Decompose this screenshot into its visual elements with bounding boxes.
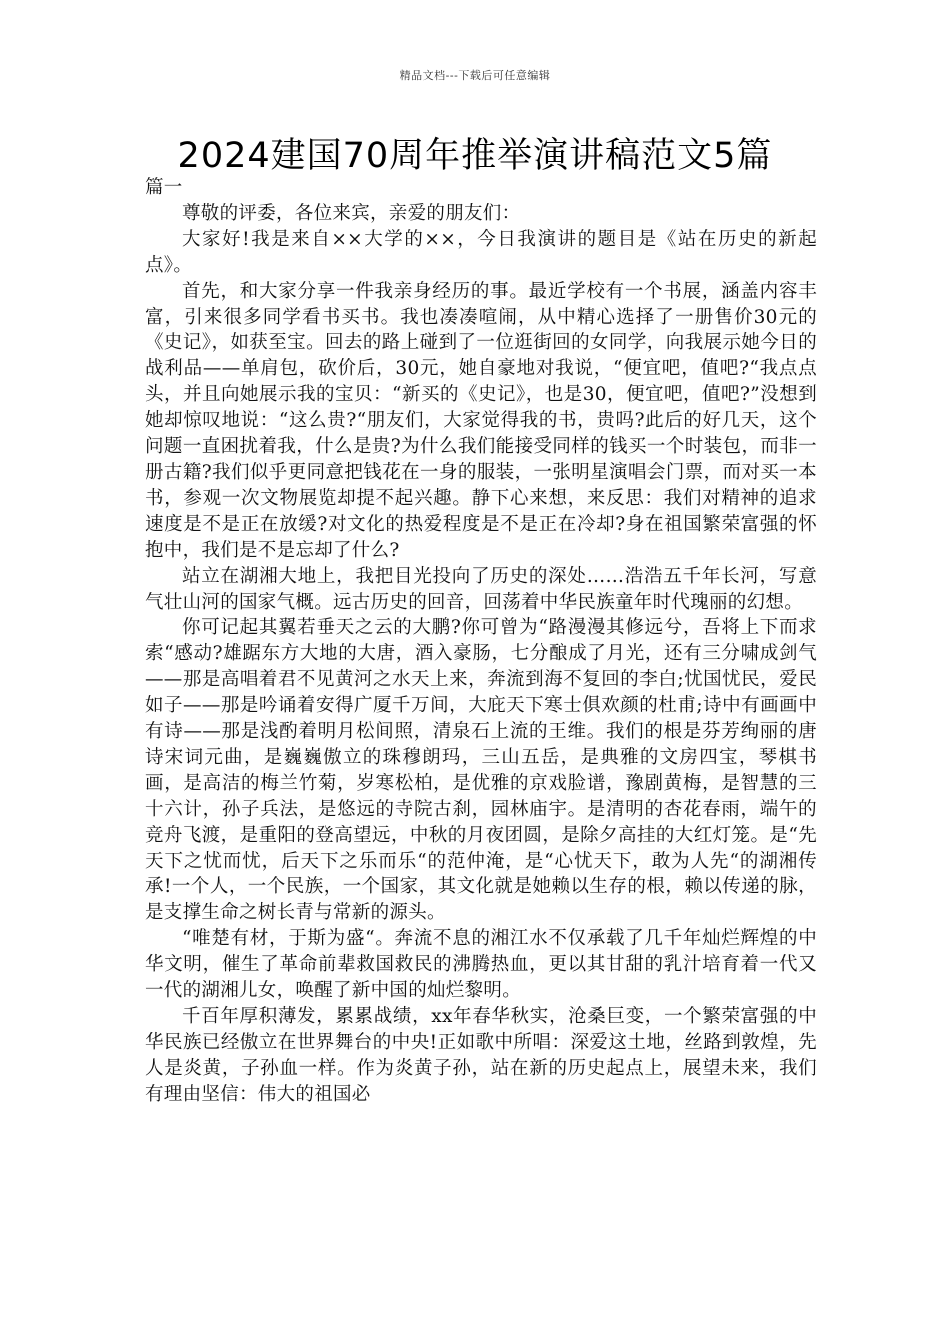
document-body	[145, 175, 817, 1108]
section-label: 篇一	[145, 177, 183, 198]
paragraph-history: 站立在湖湘大地上，我把目光投向了历史的深处……浩浩五千年长河，写意气壮山河的国家气概。远古历史的回音，回荡着中华民族童年时代瑰丽的幻想。	[145, 565, 817, 613]
paragraph-intro: 大家好!我是来自××大学的××，今日我演讲的题目是《站在历史的新起点》。	[145, 228, 817, 276]
document-title: 2024建国70周年推举演讲稿范文5篇	[177, 136, 773, 176]
paragraph-hunan: “唯楚有材，于斯为盛“。奔流不息的湘江水不仅承载了几千年灿烂辉煌的中华文明，催生了革命前辈救国救民的沸腾热血，更以其甘甜的乳汁培育着一代又一代的湖湘儿女，唤醒了新中国的灿烂黎明。	[145, 928, 817, 1002]
paragraph-story: 首先，和大家分享一件我亲身经历的事。最近学校有一个书展，涵盖内容丰富，引来很多同学看书买书。我也凑凑喧闹，从中精心选择了一册售价30元的《史记》，如获至宝。回去的路上碰到了一位逛街回的女同学，向我展示她今日的战利品——单肩包，砍价后，30元，她自豪地对我说，“便宜吧，值吧?“我点点头，并且向她展示我的宝贝：“新买的《史记》，也是30，便宜吧，值吧?”没想到她却惊叹地说：“这么贵?“朋友们，大家觉得我的书，贵吗?此后的好几天，这个问题一直困扰着我，什么是贵?为什么我们能接受同样的钱买一个时装包，而非一册古籍?我们似乎更同意把钱花在一身的服装，一张明星演唱会门票，而对买一本书，参观一次文物展览却提不起兴趣。静下心来想，来反思：我们对精神的追求速度是不是正在放缓?对文化的热爱程度是不是正在冷却?身在祖国繁荣富强的怀抱中，我们是不是忘却了什么?	[145, 280, 817, 561]
paragraph-culture: 你可记起其翼若垂天之云的大鹏?你可曾为“路漫漫其修远兮，吾将上下而求索“感动?雄踞东方大地的大唐，酒入豪肠，七分酿成了月光，还有三分啸成剑气——那是高唱着君不见黄河之水天上来，奔流到海不复回的李白;忧国忧民，爱民如子——那是吟诵着安得广厦千万间，大庇天下寒士俱欢颜的杜甫;诗中有画画中有诗——那是浅酌着明月松间照，清泉石上流的王维。我们的根是芬芳绚丽的唐诗宋词元曲，是巍巍傲立的珠穆朗玛，三山五岳，是典雅的文房四宝，琴棋书画，是高洁的梅兰竹菊，岁寒松柏，是优雅的京戏脸谱，豫剧黄梅，是智慧的三十六计，孙子兵法，是悠远的寺院古刹，园林庙宇。是清明的杏花春雨，端午的竞舟飞渡，是重阳的登高望远，中秋的月夜团圆，是除夕高挂的大红灯笼。是“先天下之忧而忧，后天下之乐而乐“的范仲淹，是“心忧天下，敢为人先“的湖湘传承!一个人，一个民族，一个国家，其文化就是她赖以生存的根，赖以传递的脉，是支撑生命之树长青与常新的源头。	[145, 617, 817, 924]
paragraph-greeting: 尊敬的评委，各位来宾，亲爱的朋友们：	[182, 202, 521, 224]
header-note: 精品文档---下载后可任意编辑	[399, 69, 551, 82]
paragraph-future: 千百年厚积薄发，累累战绩，xx年春华秋实，沧桑巨变，一个繁荣富强的中华民族已经傲立在世界舞台的中央!正如歌中所唱：深爱这土地，丝路到敦煌，先人是炎黄，子孙血一样。作为炎黄子孙，站在新的历史起点上，展望未来，我们有理由坚信：伟大的祖国必	[145, 1006, 817, 1105]
